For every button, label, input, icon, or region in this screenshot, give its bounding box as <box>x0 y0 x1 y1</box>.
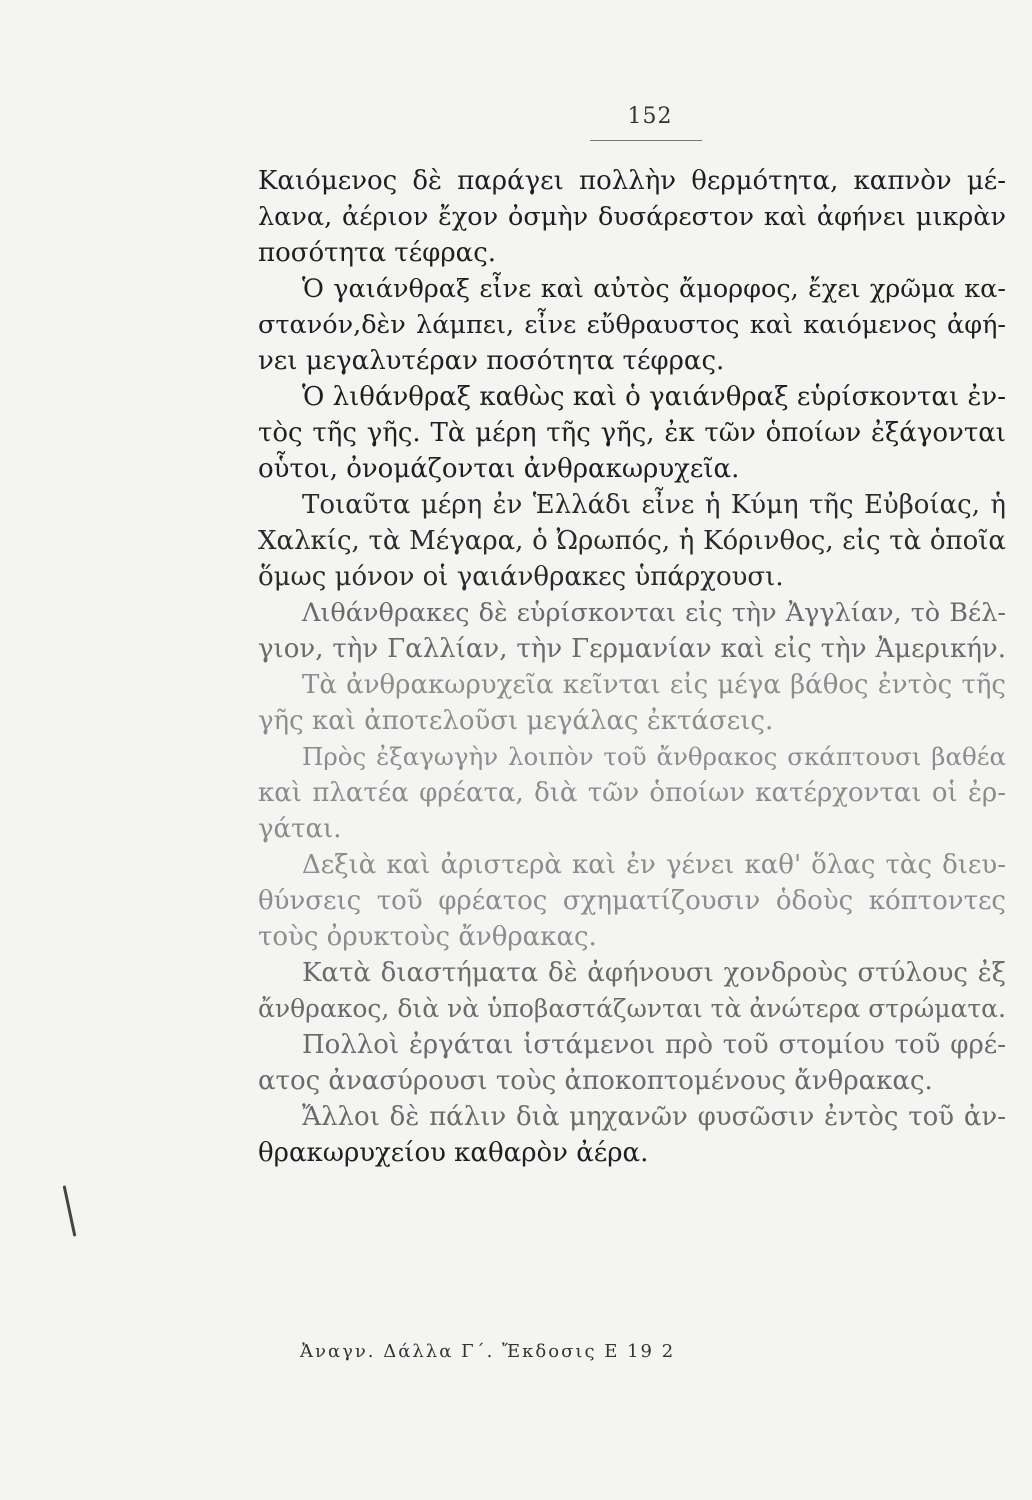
text-line: Καιόμενος δὲ παράγει πολλὴν θερμότητα, καπνὸν μέ- <box>258 166 1006 196</box>
text-line: Χαλκίς, τὰ Μέγαρα, ὁ Ὠρωπός, ἡ Κόρινθος, εἰς τὰ ὁποῖα <box>258 526 1006 556</box>
text-line: Δεξιὰ καὶ ἀριστερὰ καὶ ἐν γένει καθ' ὅλας τὰς διευ- <box>302 850 1006 880</box>
margin-pen-mark <box>63 1185 77 1236</box>
text-line: Ὁ γαιάνθραξ εἶνε καὶ αὐτὸς ἄμορφος, ἔχει χρῶμα κα- <box>302 274 1006 304</box>
text-line: Ἄλλοι δὲ πάλιν διὰ μηχανῶν φυσῶσιν ἐντὸς τοῦ ἀν- <box>302 1102 1006 1132</box>
text-line: τὸς τῆς γῆς. Τὰ μέρη τῆς γῆς, ἐκ τῶν ὁποίων ἐξάγονται <box>258 418 1006 448</box>
text-line: γῆς καὶ ἀποτελοῦσι μεγάλας ἐκτάσεις. <box>258 706 774 736</box>
text-line: Τοιαῦτα μέρη ἐν Ἑλλάδι εἶνε ἡ Κύμη τῆς Εὐβοίας, ἡ <box>302 490 1006 520</box>
text-line: Τὰ ἀνθρακωρυχεῖα κεῖνται εἰς μέγα βάθος ἐντὸς τῆς <box>302 670 1006 700</box>
text-line: νει μεγαλυτέραν ποσότητα τέφρας. <box>258 346 725 376</box>
text-line: ατος ἀνασύρουσι τοὺς ἀποκοπτομένους ἄνθρακας. <box>258 1066 933 1096</box>
text-line: Κατὰ διαστήματα δὲ ἀφήνουσι χονδροὺς στύλους ἐξ <box>302 958 1006 988</box>
text-line: γάται. <box>258 814 342 844</box>
text-line: θρακωρυχείου καθαρὸν ἀέρα. <box>258 1138 649 1168</box>
text-line: ὅμως μόνον οἱ γαιάνθρακες ὑπάρχουσι. <box>258 562 784 592</box>
text-line: Ὁ λιθάνθραξ καθὼς καὶ ὁ γαιάνθραξ εὑρίσκονται ἐν- <box>302 382 1006 412</box>
text-line: λανα, ἀέριον ἔχον ὀσμὴν δυσάρεστον καὶ ἀφήνει μικρὰν <box>258 202 1006 232</box>
text-line: ποσότητα τέφρας. <box>258 238 497 268</box>
text-line: θύνσεις τοῦ φρέατος σχηματίζουσιν ὁδοὺς κόπτοντες <box>258 886 1006 916</box>
text-line: Πολλοὶ ἐργάται ἱστάμενοι πρὸ τοῦ στομίου τοῦ φρέ- <box>302 1030 1006 1060</box>
text-line: γιον, τὴν Γαλλίαν, τὴν Γερμανίαν καὶ εἰς τὴν Ἀμερικήν. <box>258 634 1006 664</box>
text-line: Λιθάνθρακες δὲ εὑρίσκονται εἰς τὴν Ἀγγλίαν, τὸ Βέλ- <box>302 598 1006 628</box>
text-line: Πρὸς ἐξαγωγὴν λοιπὸν τοῦ ἄνθρακος σκάπτουσι βαθέα <box>302 742 1006 771</box>
printer-footer: Ἀναγν. Δάλλα Γ΄. Ἔκδοσις Ε 19 2 <box>300 1341 676 1362</box>
body-text <box>258 163 1006 1171</box>
text-line: ἄνθρακος, διὰ νὰ ὑποβαστάζωνται τὰ ἀνώτερα στρώματα. <box>258 994 1006 1023</box>
text-line: οὗτοι, ὀνομάζονται ἀνθρακωρυχεῖα. <box>258 454 740 484</box>
page-number: 152 <box>627 104 673 129</box>
page-number-rule <box>590 140 702 141</box>
text-line: στανόν,δὲν λάμπει, εἶνε εὔθραυστος καὶ καιόμενος ἀφή- <box>258 310 1006 340</box>
text-line: καὶ πλατέα φρέατα, διὰ τῶν ὁποίων κατέρχονται οἱ ἐρ- <box>258 778 1006 808</box>
text-line: τοὺς ὀρυκτοὺς ἄνθρακας. <box>258 922 597 952</box>
